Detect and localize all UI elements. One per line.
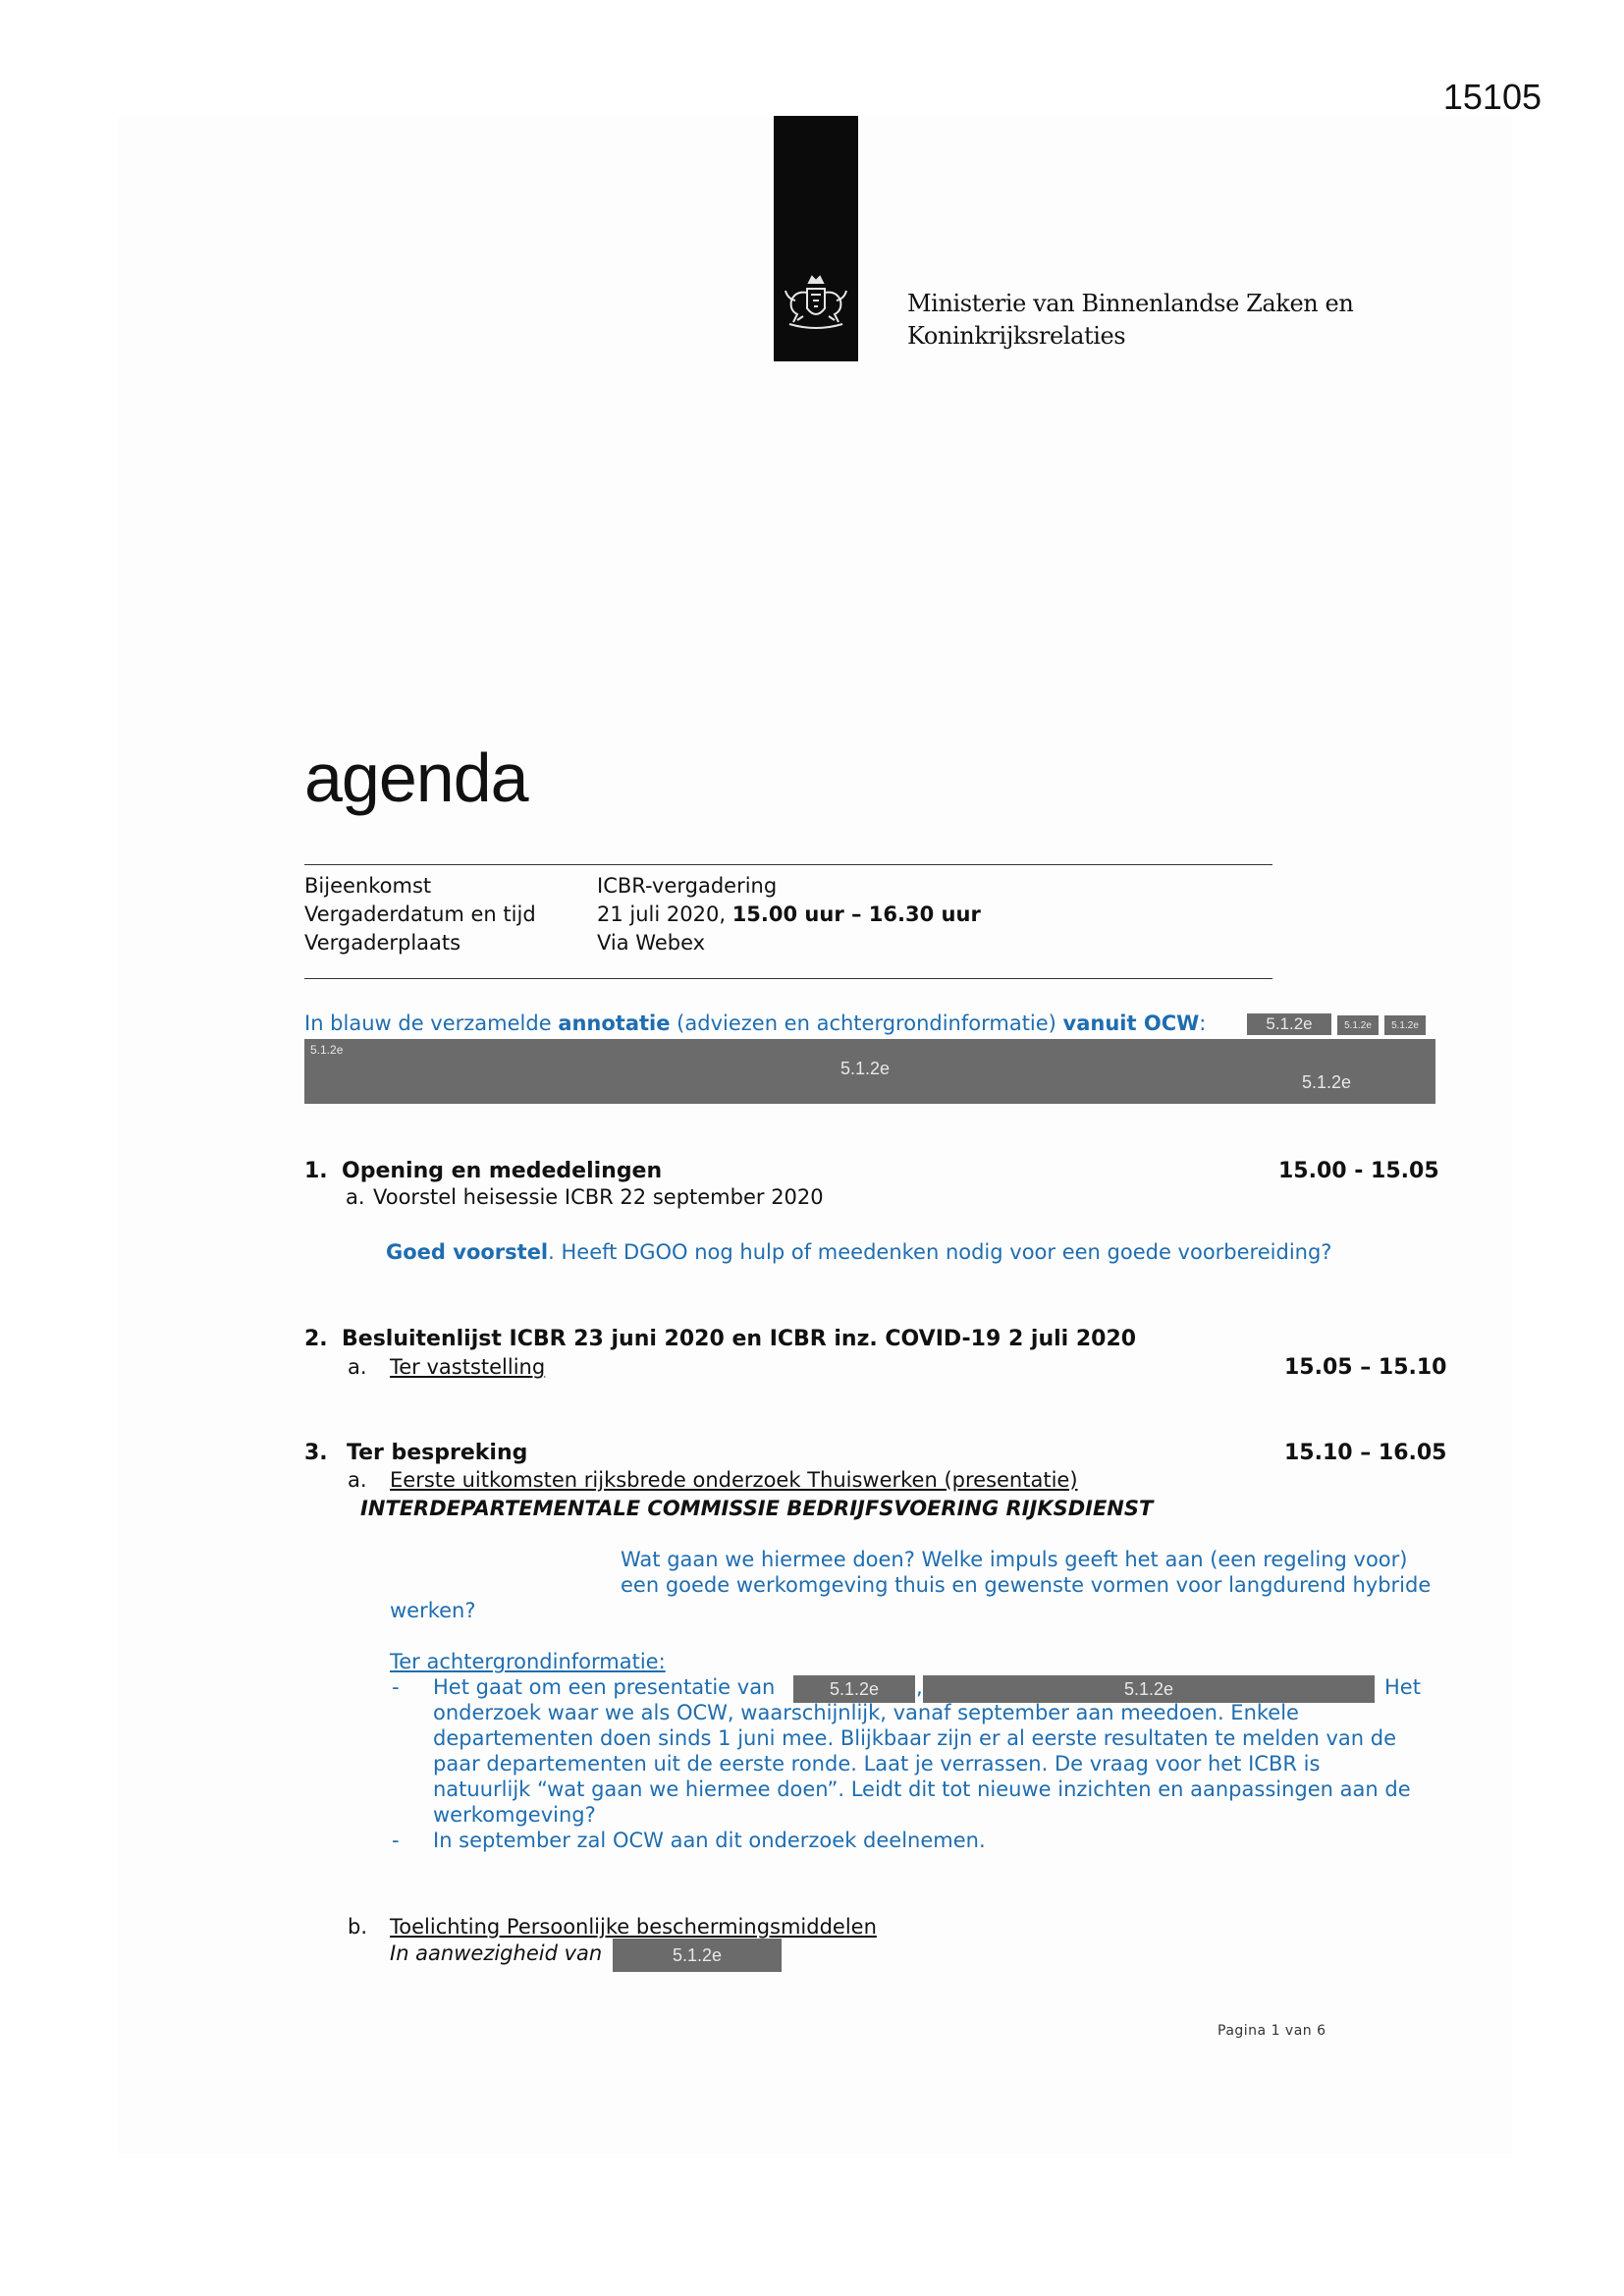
agenda-item-3-number: 3.: [304, 1441, 328, 1465]
annotation-item-1: [386, 1240, 1331, 1264]
annotation-question-line: Wat gaan we hiermee doen? Welke impuls geeft het aan (een regeling voor): [621, 1548, 1408, 1571]
bullet-1-line: departementen doen sinds 1 juni mee. Blijkbaar zijn er al eerste resultaten te melden van de: [433, 1726, 1397, 1750]
annotation-question-line: werken?: [390, 1599, 476, 1622]
agenda-item-3b: Toelichting Persoonlijke beschermingsmiddelen: [390, 1915, 877, 1939]
annotation-bold: annotatie: [558, 1011, 671, 1035]
redaction-block: 5.1.2e: [613, 1939, 782, 1972]
redaction-block-large: [304, 1039, 1435, 1104]
redaction-label: 5.1.2e: [840, 1059, 891, 1078]
bullet-1-end: Het: [1384, 1675, 1421, 1699]
agenda-item-2-number: 2.: [304, 1327, 328, 1351]
page-sheet: [118, 116, 1512, 2159]
agenda-item-2a-letter: a.: [348, 1355, 367, 1379]
agenda-item-2-title: Besluitenlijst ICBR 23 juni 2020 en ICBR inz. COVID-19 2 juli 2020: [342, 1327, 1137, 1351]
bullet-dash: -: [392, 1675, 400, 1699]
annotation-intro: [304, 1011, 1206, 1035]
agenda-item-1a-letter: a.: [346, 1185, 365, 1209]
annotation-question-line: een goede werkomgeving thuis en gewenste vormen voor langdurend hybride: [621, 1573, 1432, 1597]
redaction-block: 5.1.2e: [923, 1675, 1375, 1703]
bullet-1-line: natuurlijk “wat gaan we hiermee doen”. Leidt dit tot nieuwe inzichten en aanpassingen aan de: [433, 1777, 1411, 1801]
coat-of-arms-icon: [780, 271, 852, 336]
bullet-1-start: Het gaat om een presentatie van: [433, 1675, 776, 1699]
redaction-block: 5.1.2e: [793, 1675, 915, 1703]
divider-bottom: [304, 978, 1272, 979]
bullet-1-separator: ,: [916, 1675, 923, 1699]
agenda-item-2a: Ter vaststelling: [390, 1355, 546, 1379]
agenda-item-3b-letter: b.: [348, 1915, 368, 1939]
agenda-item-2-time: 15.05 – 15.10: [1284, 1355, 1447, 1380]
meta-key: Bijeenkomst: [304, 874, 432, 898]
page-footer: Pagina 1 van 6: [1218, 2023, 1326, 2039]
meta-value: ICBR-vergadering: [597, 874, 778, 898]
agenda-item-3a: Eerste uitkomsten rijksbrede onderzoek Thuiswerken (presentatie): [390, 1468, 1078, 1492]
annotation-text: In blauw de verzamelde: [304, 1011, 559, 1035]
annotation-text: :: [1199, 1011, 1207, 1035]
bullet-dash: -: [392, 1829, 400, 1852]
page-title: agenda: [304, 739, 528, 816]
redaction-block: 5.1.2e: [1337, 1015, 1379, 1035]
meta-key: Vergaderplaats: [304, 931, 461, 955]
annotation-bold: Goed voorstel: [386, 1240, 549, 1264]
bullet-1-line: paar departementen uit de eerste ronde. Laat je verrassen. De vraag voor het ICBR is: [433, 1752, 1321, 1776]
background-heading: Ter achtergrondinformatie:: [390, 1650, 666, 1673]
meta-value: [597, 901, 981, 929]
ministry-line-2: Koninkrijksrelaties: [907, 322, 1126, 350]
presence-label: In aanwezigheid van: [390, 1941, 603, 1965]
government-logo-bar: [774, 116, 858, 361]
divider-top: [304, 864, 1272, 865]
redaction-block: 5.1.2e: [1247, 1013, 1331, 1035]
annotation-text: (adviezen en achtergrondinformatie): [670, 1011, 1063, 1035]
bullet-1-line: onderzoek waar we als OCW, waarschijnlijk, vanaf september aan meedoen. Enkele: [433, 1701, 1299, 1724]
meta-key: Vergaderdatum en tijd: [304, 902, 536, 926]
agenda-item-3-title: Ter bespreking: [347, 1441, 528, 1465]
agenda-item-1-number: 1.: [304, 1159, 328, 1183]
ministry-name: [907, 288, 1353, 353]
agenda-item-1-title: Opening en mededelingen: [342, 1159, 663, 1183]
bullet-1-line: werkomgeving?: [433, 1803, 596, 1827]
redaction-label: 5.1.2e: [310, 1043, 344, 1057]
annotation-text: . Heeft DGOO nog hulp of meedenken nodig voor een goede voorbereiding?: [548, 1240, 1332, 1264]
agenda-item-1-time: 15.00 - 15.05: [1278, 1159, 1439, 1183]
meta-time-range: 15.00 uur – 16.30 uur: [731, 902, 981, 926]
meta-value: Via Webex: [597, 931, 706, 955]
committee-name: INTERDEPARTEMENTALE COMMISSIE BEDRIJFSVOERING RIJKSDIENST: [360, 1497, 1154, 1520]
agenda-item-3a-letter: a.: [348, 1468, 367, 1492]
ministry-line-1: Ministerie van Binnenlandse Zaken en: [907, 290, 1354, 317]
agenda-item-1a: Voorstel heisessie ICBR 22 september 2020: [373, 1185, 824, 1209]
agenda-item-3-time: 15.10 – 16.05: [1284, 1441, 1447, 1465]
meta-date: 21 juli 2020,: [597, 902, 732, 926]
redaction-block: 5.1.2e: [1384, 1015, 1426, 1035]
annotation-bold: vanuit OCW: [1062, 1011, 1200, 1035]
redaction-label: 5.1.2e: [1302, 1072, 1352, 1092]
document-number: 15105: [1442, 77, 1542, 117]
bullet-2: In september zal OCW aan dit onderzoek deelnemen.: [433, 1829, 986, 1852]
